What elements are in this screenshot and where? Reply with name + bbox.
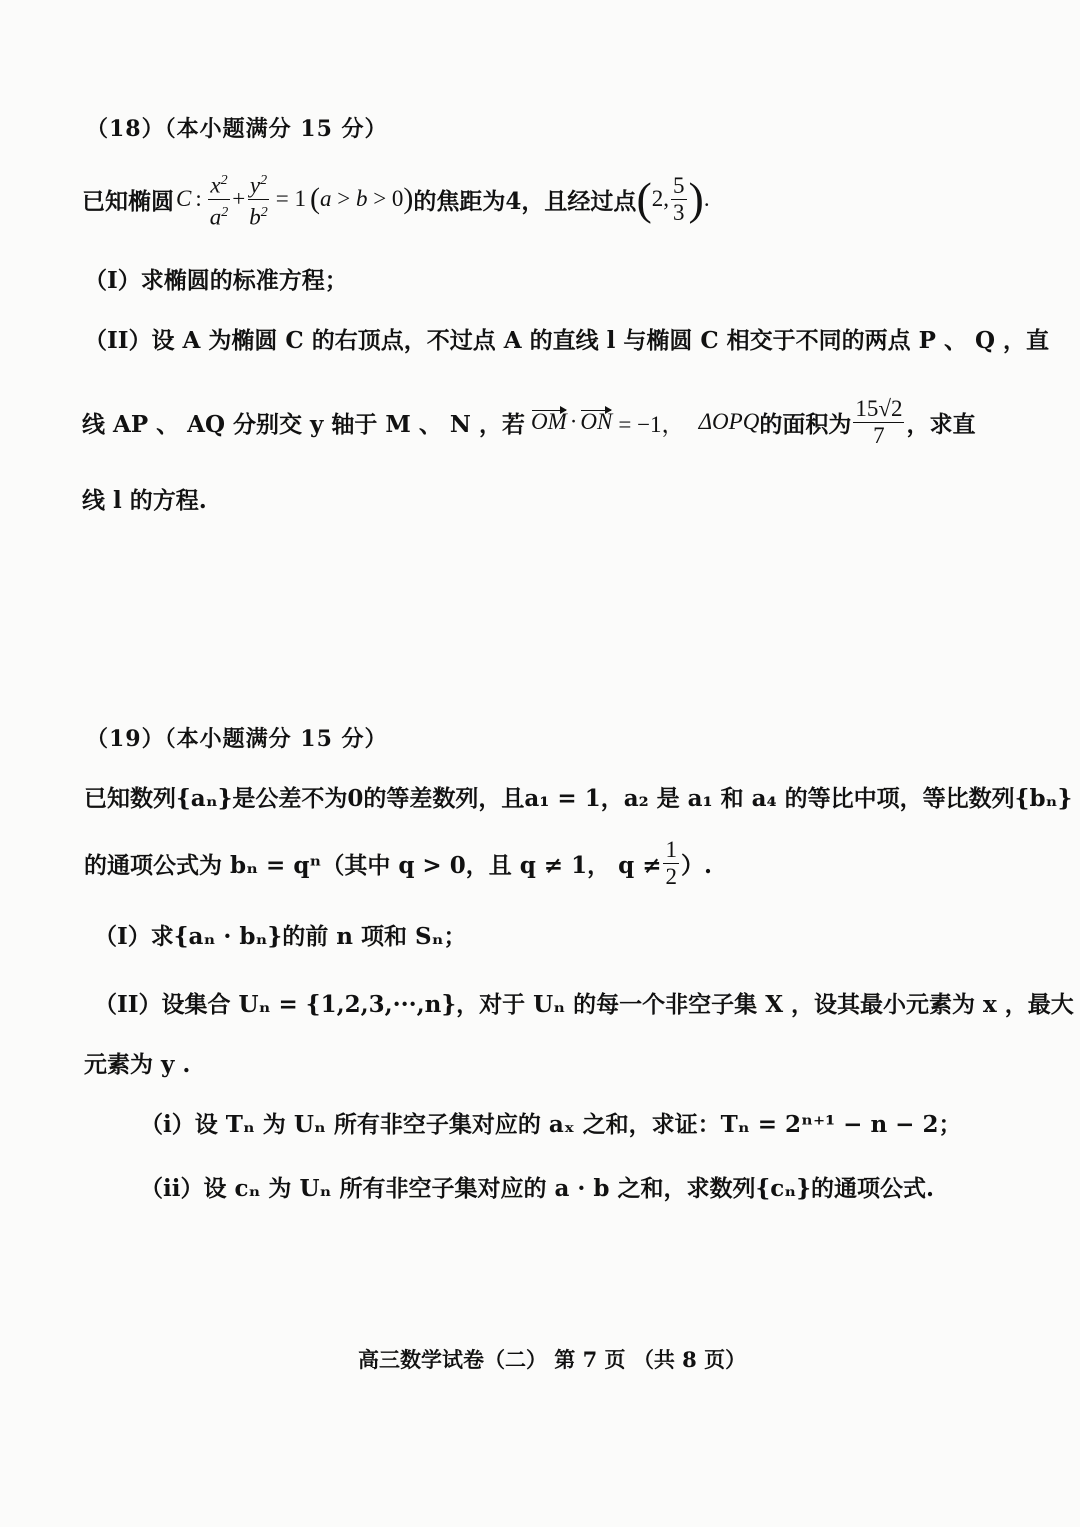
problem-19-header: （19）（本小题满分 15 分）: [86, 726, 388, 752]
problem-18-part2-line3: 线 l 的方程.: [82, 487, 207, 514]
frac-x2-a2: $\frac{x^2}{a^2}$: [208, 168, 231, 230]
problem-19-sub-ii: （ii）设 cₙ 为 Uₙ 所有非空子集对应的 a · b 之和，求数列{cₙ}的通项公式.: [140, 1175, 934, 1202]
problem-19-sub-i: （i）设 Tₙ 为 Uₙ 所有非空子集对应的 aₓ 之和，求证：Tₙ = 2ⁿ⁺¹ − n − 2；: [140, 1111, 962, 1138]
problem-18-part2-line2: 线 AP 、 AQ 分别交 y 轴于 M 、 N ，若 OM · ON = −1， ΔOPQ 的面积为 $\frac{15√2}{7}$ ，求直: [82, 395, 976, 448]
problem-19-part2-line2: 元素为 y .: [84, 1051, 191, 1078]
problem-18-part2-line1: （II）设 A 为椭圆 C 的右顶点，不过点 A 的直线 l 与椭圆 C 相交于不同的两点 P 、 Q ，直: [84, 327, 1050, 354]
problem-18-part1: （I）求椭圆的标准方程；: [84, 267, 348, 294]
focal-text: 的焦距为4，且经过点: [413, 187, 637, 215]
frac-one-half: $\frac{1}{2}$: [665, 836, 677, 889]
page-footer: 高三数学试卷（二） 第 7 页 （共 8 页）: [358, 1347, 747, 1372]
ellipse-name: C: [176, 186, 192, 211]
vector-ON: ON: [580, 409, 613, 434]
problem-19-part1: （I）求{aₙ · bₙ}的前 n 项和 Sₙ；: [94, 923, 467, 950]
frac-y2-b2: $\frac{y^2}{b^2}$: [247, 168, 270, 230]
problem-18-header: （18）（本小题满分 15 分）: [86, 116, 388, 142]
problem-19-line2: 的通项公式为 bₙ = qⁿ（其中 q > 0，且 q ≠ 1， q ≠ $\frac{1}{2}$ ）.: [84, 836, 712, 889]
intro-prefix: 已知椭圆: [82, 187, 174, 215]
frac-5-3: $\frac{5}{3}$: [673, 172, 685, 225]
problem-18-intro: 已知椭圆 C : $\frac{x^2}{a^2}$ + $\frac{y^2}{b^2}$ = 1 ( a > b > 0 ) 的焦距为4，且经过点 ( 2, $\frac{5}{3}$ ) .: [82, 168, 710, 230]
frac-area: $\frac{15√2}{7}$: [855, 395, 903, 448]
problem-19-line1: 已知数列{aₙ}是公差不为0的等差数列，且a₁ = 1，a₂ 是 a₁ 和 a₄ 的等比中项，等比数列{bₙ}: [84, 785, 1073, 812]
vector-OM: OM: [530, 409, 567, 434]
problem-19-part2-line1: （II）设集合 Uₙ = {1,2,3,···,n}，对于 Uₙ 的每一个非空子集 X ，设其最小元素为 x ，最大: [94, 991, 1074, 1018]
